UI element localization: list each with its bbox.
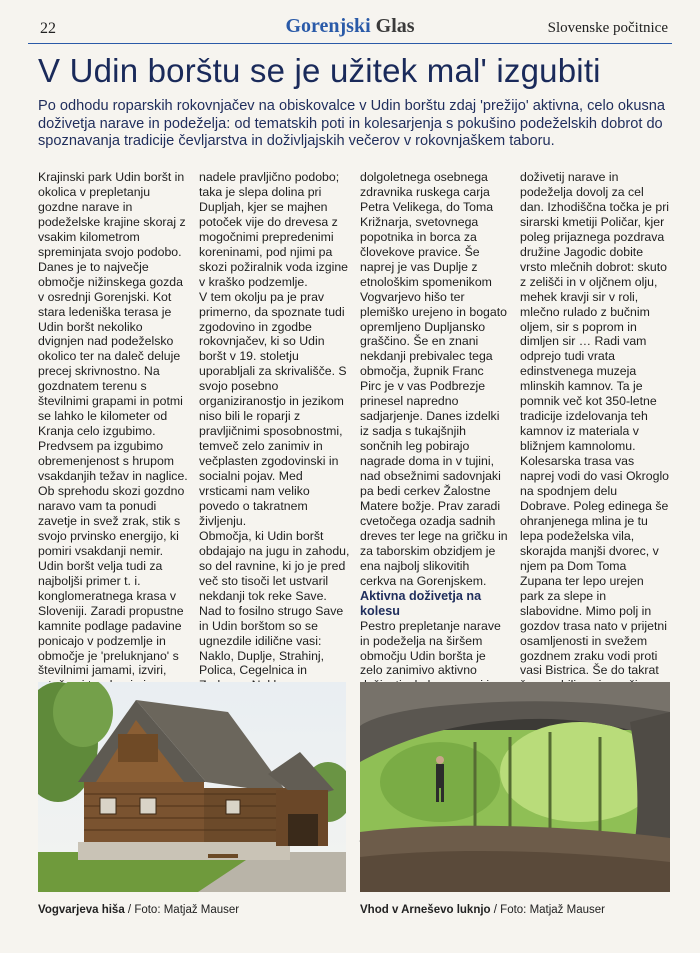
paragraph: Pestro prepletanje narave in podeželja na širšem območju Udin boršta je zelo zanimivo aktivno bbox=[360, 618, 501, 678]
section-name: Slovenske počitnice bbox=[547, 20, 668, 36]
paragraph: V tem okolju pa je prav primerno, da spoznate tudi zgodovino in zgodbe rokovnjačev, ki so Udin boršt v 19. stoletju uporabljali za skrivališče. S svojo posebno organiziranostjo in jezikom niso bili le roparji z pravljičnimi sposobnostmi, temveč zelo zanimiv in večplasten zgodovinski in socialni pojav. Med vrsticami nam veliko povedo o takratnem življenju. bbox=[199, 289, 347, 528]
caption-title: Vogvarjeva hiša bbox=[38, 904, 125, 916]
subheading: Aktivna doživetja na kolesu bbox=[360, 588, 482, 618]
caption-title: Vhod v Arneševo luknjo bbox=[360, 904, 491, 916]
photo-vogvarjeva-hisa bbox=[38, 682, 346, 892]
paragraph: doživetij narave in podeželja dovolj za cel dan. Izhodiščna točka je pri sirarski kmetiji Poličar, kjer poleg prijaznega pozdrava družine Jagodic dobite vrsto mlečnih dobrot: skuto z zelišči in v oljčnem olju, mehek kravji sir v roli, mlečno rulado z bučnim oljem, sir s poprom in dimljen sir … Radi vam odprejo tudi vrata edinstvenega muzeja mlinskih kamnov. Ta je pomnik več kot 350-letne tradicije izdelovanja teh kamnov iz materiala v bližnjem kamnolomu. Kolesarska trasa vas naprej vodi do vasi Okroglo na spodnjem delu Dobrave. Poleg edinega še ohranjenega mlina je tu lepa podeželska vila, skorajda manjši dvorec, v njem pa Dom Toma Zupana ter lepo urejen park za slepe in slabovidne. Mimo polj in gozdov trasa nato v prijetni osamljenosti in svežem gozdnem zraku vodi proti vasi Bistrica. Še do takrat bbox=[520, 170, 670, 678]
paragraph: dolgoletnega osebnega zdravnika ruskega carja Petra Velikega, do Toma Križnarja, svetovnega popotnika in borca za človekove pravice. Še naprej je vas Duplje z etnološkim spomenikom Vogvarjevo hišo ter plemiško urejeno in bogato opremljeno Dupljansko graščino. Še en znani nekdanji prebivalec tega območja, župnik Franc Pirc je v vas Podbrezje prinesel napredno sadjarjenje. Danes izdelki iz sadja s tukajšnjih sončnih leg pobirajo nagrade doma in v tujini, nad obsežnimi sadovnjaki pa bedi cerkev Žalostne Matere božje. Prav zaradi cvetočega ozadja sadnih dreves ter lege na gričku in za taborskim obzidjem je ena najbolj slikovitih cerkva na Gorenjskem. bbox=[360, 170, 508, 588]
photo-caption bbox=[360, 904, 605, 916]
paragraph: nadele pravljično podobo; taka je slepa dolina pri Dupljah, kjer se majhen potoček vije do drevesa z mogočnimi prepredenimi koreninami, pod njimi pa skozi požiralnik voda izgine v kraško podzemlje. bbox=[199, 170, 349, 289]
article-headline: V Udin borštu se je užitek mal' izgubiti bbox=[38, 52, 601, 89]
caption-credit: / Foto: Matjaž Mauser bbox=[490, 904, 605, 916]
cave-illustration bbox=[360, 682, 670, 892]
photo-caption bbox=[38, 904, 239, 916]
farmhouse-illustration bbox=[38, 682, 346, 892]
page-number: 22 bbox=[40, 20, 56, 37]
logo-part-glas: Glas bbox=[375, 15, 415, 37]
paragraph: Udin boršt velja tudi za najboljši primer t. i. konglomeratnega krasa v Sloveniji. Zaradi propustne kamnite podlage padavine ponicajo v podzemlje in območje je 'preluknjano' s številnimi jamami, izviri, bbox=[38, 558, 184, 678]
photo-arneseva-luknja bbox=[360, 682, 670, 892]
page-header bbox=[28, 14, 672, 44]
logo-part-gorenjski: Gorenjski bbox=[285, 15, 371, 37]
paragraph: Območja, ki Udin boršt obdajajo na jugu in zahodu, so del ravnine, ki jo je pred več sto tisoči let ustvaril nekdanji tok reke Save. Nad to fosilno strugo Save in Udin borštom so se ugnezdile idilične vasi: Naklo, Duplje, Strahinj, Polica, Cegelnica in bbox=[199, 528, 350, 678]
paragraph: Krajinski park Udin boršt in okolica v prepletanju gozdne narave in podeželske krajine skoraj z vsakim kilometrom spreminjata svojo podobo. Danes je to največje območje nižinskega gozda v osrednji Gorenjski. Kot stara ledeniška terasa je Udin boršt nekoliko dvignjen nad podeželsko okolico ter na daleč deluje precej skrivnostno. Na gozdnatem terenu s številnimi grapami in potmi se lahko le kilometer od Kranja celo izgubimo. Predvsem pa izgubimo obremenjenost s hrupom vsakdanjih težav in naglice. Ob sprehodu skozi gozdno naravo vam ta ponudi zavetje in svež zrak, stik s svojo prvinsko energijo, ki pomiri vsakdanji nemir. bbox=[38, 170, 188, 558]
caption-credit: / Foto: Matjaž Mauser bbox=[124, 904, 240, 916]
article-lead: Po odhodu roparskih rokovnjačev na obiskovalce v Udin borštu zdaj 'prežijo' aktivna, celo okusna doživetja narave in podeželja: od tematskih poti in kolesarjenja s pokušino podeželskih dobrot do spoznavanja tradicije čevljarstva in doživljajskih večerov v rokovnjaškem taboru. bbox=[38, 98, 665, 150]
